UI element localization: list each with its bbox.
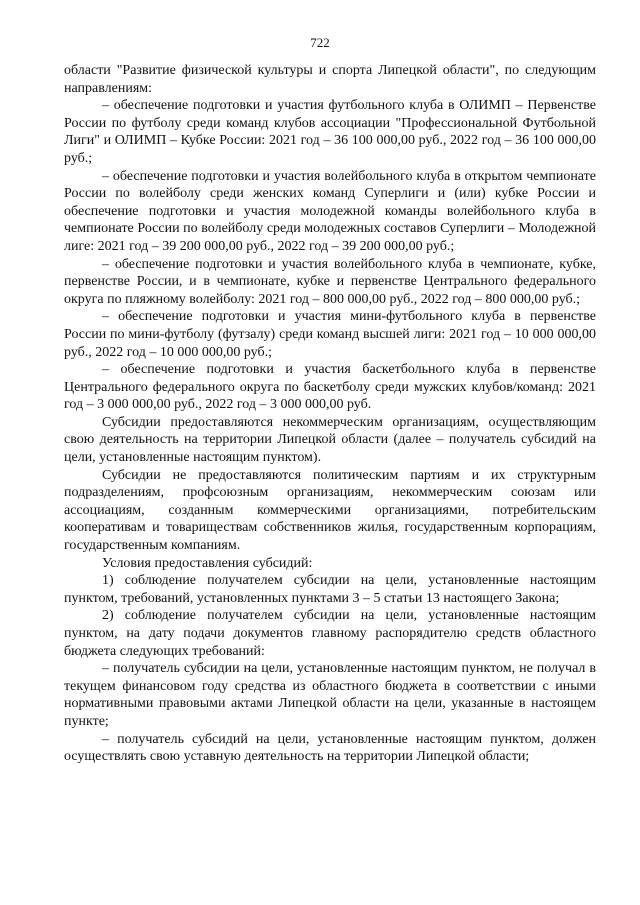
- paragraph: – обеспечение подготовки и участия мини-футбольного клуба в первенстве России по мини-футболу (футзалу) среди команд высшей лиги: 2021 год – 10 000 000,00 руб., 2022 год – 10 000 000,00 руб.;: [64, 309, 596, 360]
- paragraph: – обеспечение подготовки и участия баскетбольного клуба в первенстве Центрального федерального округа по баскетболу среди мужских клубов/команд: 2021 год – 3 000 000,00 руб., 2022 год – 3 000 000,00 руб.: [64, 362, 596, 413]
- paragraph: Субсидии предоставляются некоммерческим организациям, осуществляющим свою деятельность на территории Липецкой области (далее – получатель субсидий на цели, установленные настоящим пунктом).: [64, 414, 596, 466]
- paragraph: – обеспечение подготовки и участия волейбольного клуба в чемпионате, кубке, первенстве России, и в чемпионате, кубке и первенстве Центрального федерального округа по пляжному волейболу: 2021 год – 800 000,00 руб., 2022 год – 800 000,00 руб.;: [64, 256, 596, 307]
- paragraph: 2) соблюдение получателем субсидии на цели, установленные настоящим пунктом, на дату подачи документов главному распорядителю средств областного бюджета следующих требований:: [64, 608, 596, 659]
- paragraph: – обеспечение подготовки и участия волейбольного клуба в открытом чемпионате России по волейболу среди женских команд Суперлиги и (или) кубке России и обеспечение подготовки и участия молодежной команды волейбольного клуба в чемпионате России по волейболу среди молодежных составов Суперлиги – Молодежной лиге: 2021 год – 39 200 000,00 руб., 2022 год – 39 200 000,00 руб.;: [64, 168, 596, 254]
- document-body: [64, 62, 596, 766]
- paragraph: Субсидии не предоставляются политическим партиям и их структурным подразделениям, профсоюзным организациям, некоммерческим союзам или ассоциациям, созданным коммерческими организациями, потребительским кооперативам и товариществам собственников жилья, государственным корпорациям, государственным компаниям.: [64, 467, 596, 554]
- paragraph: 1) соблюдение получателем субсидии на цели, установленные настоящим пунктом, требований, установленных пунктами 3 – 5 статьи 13 настоящего Закона;: [64, 573, 596, 606]
- page-number: 722: [310, 35, 330, 50]
- paragraph: области "Развитие физической культуры и спорта Липецкой области", по следующим направлениям:: [64, 63, 596, 96]
- paragraph: – получатель субсидий на цели, установленные настоящим пунктом, должен осуществлять свою уставную деятельность на территории Липецкой области;: [64, 731, 596, 765]
- paragraph: – обеспечение подготовки и участия футбольного клуба в ОЛИМП – Первенстве России по футболу среди команд клубов ассоциации "Профессиональной Футбольной Лиги" и ОЛИМП – Кубке России: 2021 год – 36 100 000,00 руб., 2022 год – 36 100 000,00 руб.;: [64, 98, 596, 166]
- paragraph: – получатель субсидии на цели, установленные настоящим пунктом, не получал в текущем финансовом году средства из областного бюджета в соответствии с иными нормативными правовыми актами Липецкой области на цели, указанные в настоящем пункте;: [64, 661, 596, 729]
- paragraph: Условия предоставления субсидий:: [102, 555, 313, 571]
